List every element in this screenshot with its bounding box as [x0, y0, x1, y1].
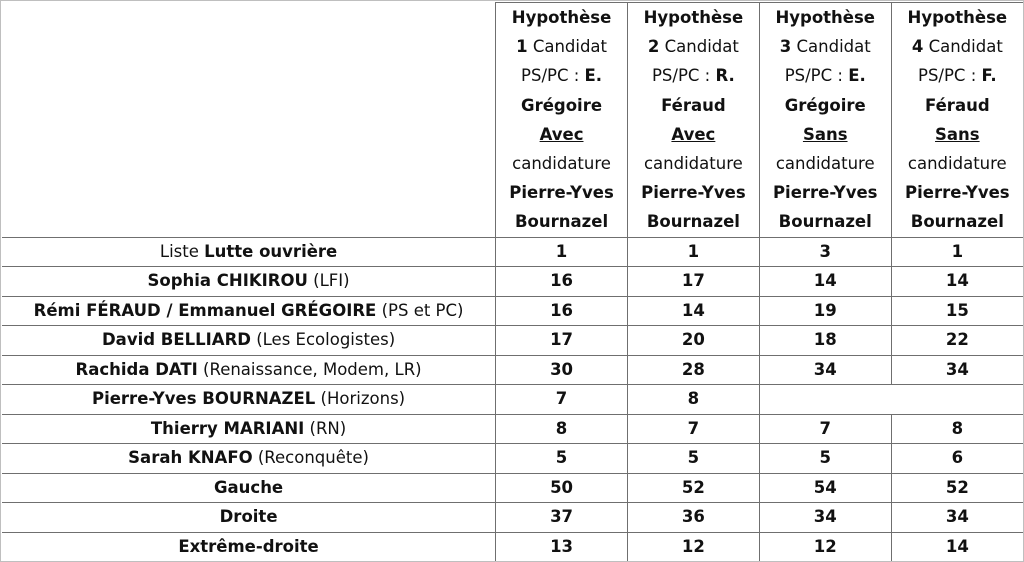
- table-row: [2, 503, 1023, 533]
- header-line: [892, 91, 1023, 120]
- row-label: [2, 444, 496, 474]
- hypothese-label: Hypothèse: [775, 8, 876, 27]
- row-label: [2, 385, 496, 415]
- header-line: [892, 32, 1023, 61]
- table-row: [2, 385, 1023, 415]
- header-line: [760, 3, 891, 32]
- row-label-name: Sarah KNAFO: [128, 448, 253, 468]
- candidate-surname: Grégoire: [521, 95, 603, 115]
- header-line: [496, 3, 627, 32]
- header-line: [628, 120, 759, 149]
- value-cell-hypothesis-1: 1: [496, 237, 628, 267]
- value-cell-hypothesis-2: 28: [627, 355, 759, 385]
- row-label-name: Sophia CHIKIROU: [147, 271, 308, 291]
- candidature-mode: Sans: [802, 124, 848, 144]
- header-line: [892, 178, 1023, 207]
- header-line: [628, 178, 759, 207]
- header-line: [892, 149, 1023, 178]
- header-line: [892, 207, 1023, 236]
- header-hypothesis-1: [496, 3, 628, 238]
- value-cell-hypothesis-3: 54: [759, 473, 891, 503]
- row-label: [2, 414, 496, 444]
- candidat-label: Candidat: [532, 37, 608, 57]
- value-cell-hypothesis-1: 8: [496, 414, 628, 444]
- candidate-initial: F.: [981, 66, 997, 86]
- candidate-surname: Féraud: [661, 95, 726, 115]
- candidate-initial: R.: [715, 66, 735, 86]
- party-label: PS/PC :: [784, 66, 843, 86]
- header-line: [760, 149, 891, 178]
- row-label-name: Lutte ouvrière: [204, 241, 338, 261]
- candidate-surname: Grégoire: [784, 95, 866, 115]
- hypothese-label: Hypothèse: [643, 8, 744, 27]
- table-row: [2, 444, 1023, 474]
- table-row: [2, 414, 1023, 444]
- row-label-party: (Renaissance, Modem, LR): [197, 359, 422, 379]
- row-label: [2, 296, 496, 326]
- header-line: [892, 120, 1023, 149]
- candidate-surname: Féraud: [925, 95, 990, 115]
- poll-table: [2, 2, 1023, 561]
- candidat-label: Candidat: [796, 37, 871, 57]
- bournazel-first-name: Pierre-Yves: [905, 183, 1010, 203]
- value-cell-hypothesis-4: 34: [891, 503, 1023, 533]
- header-line: [628, 32, 759, 61]
- value-cell-hypothesis-1: 30: [496, 355, 628, 385]
- row-label-name: David BELLIARD: [101, 330, 251, 350]
- row-label-name: Rachida DATI: [75, 359, 198, 379]
- row-label-party: (PS et PC): [376, 300, 464, 320]
- header-row: [2, 3, 1023, 238]
- value-cell-hypothesis-3: 18: [759, 326, 891, 356]
- bournazel-last-name: Bournazel: [778, 212, 872, 232]
- header-line: [496, 207, 627, 236]
- row-label: [2, 326, 496, 356]
- value-cell-hypothesis-4: 52: [891, 473, 1023, 503]
- candidat-label: Candidat: [664, 37, 739, 57]
- hypothesis-number: 3: [779, 37, 792, 57]
- value-cell-hypothesis-4: 14: [891, 532, 1023, 561]
- value-cell-hypothesis-3: 34: [759, 355, 891, 385]
- hypothesis-number: 2: [647, 37, 660, 57]
- value-cell-hypothesis-4: 8: [891, 414, 1023, 444]
- table-row: [2, 326, 1023, 356]
- header-line: [760, 207, 891, 236]
- header-hypothesis-2: [627, 3, 759, 238]
- row-label-name: Pierre-Yves BOURNAZEL: [91, 389, 316, 409]
- header-line: [628, 61, 759, 90]
- table-row: [2, 296, 1023, 326]
- row-label-name: Droite: [219, 507, 278, 527]
- candidature-label: candidature: [643, 153, 743, 173]
- candidate-initial: E.: [584, 66, 603, 86]
- value-cell-hypothesis-2: 12: [627, 532, 759, 561]
- value-cell-hypothesis-2: 7: [627, 414, 759, 444]
- table-row: [2, 355, 1023, 385]
- candidature-label: candidature: [512, 153, 611, 173]
- header-line: [628, 91, 759, 120]
- row-label: [2, 237, 496, 267]
- bournazel-last-name: Bournazel: [910, 212, 1004, 232]
- value-cell-hypothesis-3: 34: [759, 503, 891, 533]
- row-label-name: Gauche: [213, 477, 284, 497]
- header-line: [760, 120, 891, 149]
- value-cell-hypothesis-1: 5: [496, 444, 628, 474]
- value-cell-hypothesis-2: 1: [627, 237, 759, 267]
- header-line: [496, 91, 627, 120]
- value-cell-hypothesis-4: 22: [891, 326, 1023, 356]
- header-line: [760, 61, 891, 90]
- party-label: PS/PC :: [918, 66, 977, 86]
- value-cell-hypothesis-1: 13: [496, 532, 628, 561]
- header-line: [628, 3, 759, 32]
- empty-merged-cell: [759, 385, 1023, 415]
- header-line: [892, 3, 1023, 32]
- value-cell-hypothesis-2: 20: [627, 326, 759, 356]
- value-cell-hypothesis-1: 17: [496, 326, 628, 356]
- row-label-name: Rémi FÉRAUD / Emmanuel GRÉGOIRE: [33, 300, 377, 320]
- value-cell-hypothesis-4: 14: [891, 267, 1023, 297]
- row-label-party: (LFI): [307, 271, 350, 291]
- row-label: [2, 503, 496, 533]
- row-label-party: (RN): [304, 418, 347, 438]
- bournazel-first-name: Pierre-Yves: [641, 183, 746, 203]
- header-line: [760, 91, 891, 120]
- party-label: PS/PC :: [521, 66, 580, 86]
- value-cell-hypothesis-2: 52: [627, 473, 759, 503]
- header-line: [496, 61, 627, 90]
- bournazel-last-name: Bournazel: [646, 212, 740, 232]
- table-row: [2, 267, 1023, 297]
- row-label-party: (Reconquête): [252, 448, 369, 468]
- value-cell-hypothesis-2: 17: [627, 267, 759, 297]
- table-row: [2, 473, 1023, 503]
- header-line: [496, 32, 627, 61]
- candidature-label: candidature: [775, 153, 875, 173]
- table-row: [2, 237, 1023, 267]
- header-line: [496, 178, 627, 207]
- row-label-prefix: Liste: [159, 241, 205, 261]
- hypothesis-number: 1: [516, 37, 528, 57]
- value-cell-hypothesis-4: 1: [891, 237, 1023, 267]
- header-line: [628, 207, 759, 236]
- table-row: [2, 532, 1023, 561]
- row-label: [2, 355, 496, 385]
- candidature-mode: Avec: [539, 124, 584, 144]
- hypothese-label: Hypothèse: [907, 8, 1008, 27]
- value-cell-hypothesis-3: 7: [759, 414, 891, 444]
- party-label: PS/PC :: [651, 66, 711, 86]
- value-cell-hypothesis-4: 15: [891, 296, 1023, 326]
- row-label: [2, 532, 496, 561]
- header-line: [496, 120, 627, 149]
- row-label-party: (Les Ecologistes): [250, 330, 396, 350]
- value-cell-hypothesis-4: 34: [891, 355, 1023, 385]
- candidat-label: Candidat: [928, 37, 1003, 57]
- candidature-label: candidature: [907, 153, 1007, 173]
- candidature-mode: Avec: [671, 124, 716, 144]
- row-label: [2, 267, 496, 297]
- hypothesis-number: 4: [911, 37, 924, 57]
- header-line: [760, 178, 891, 207]
- header-line: [892, 61, 1023, 90]
- candidature-mode: Sans: [935, 124, 980, 144]
- value-cell-hypothesis-1: 50: [496, 473, 628, 503]
- header-line: [628, 149, 759, 178]
- row-label-party: (Horizons): [315, 389, 406, 409]
- value-cell-hypothesis-2: 14: [627, 296, 759, 326]
- value-cell-hypothesis-2: 8: [627, 385, 759, 415]
- bournazel-first-name: Pierre-Yves: [509, 183, 614, 203]
- value-cell-hypothesis-3: 5: [759, 444, 891, 474]
- row-label-name: Extrême-droite: [178, 536, 319, 556]
- header-hypothesis-4: [891, 3, 1023, 238]
- header-corner: [2, 3, 496, 238]
- row-label-name: Thierry MARIANI: [150, 418, 305, 438]
- value-cell-hypothesis-3: 3: [759, 237, 891, 267]
- value-cell-hypothesis-3: 12: [759, 532, 891, 561]
- bournazel-first-name: Pierre-Yves: [772, 183, 878, 203]
- row-label: [2, 473, 496, 503]
- value-cell-hypothesis-2: 36: [627, 503, 759, 533]
- hypothese-label: Hypothèse: [511, 8, 612, 27]
- value-cell-hypothesis-4: 6: [891, 444, 1023, 474]
- value-cell-hypothesis-1: 37: [496, 503, 628, 533]
- candidate-initial: E.: [848, 66, 866, 86]
- value-cell-hypothesis-3: 19: [759, 296, 891, 326]
- bournazel-last-name: Bournazel: [514, 212, 609, 232]
- value-cell-hypothesis-1: 16: [496, 267, 628, 297]
- header-hypothesis-3: [759, 3, 891, 238]
- header-line: [760, 32, 891, 61]
- value-cell-hypothesis-1: 16: [496, 296, 628, 326]
- header-line: [496, 149, 627, 178]
- value-cell-hypothesis-1: 7: [496, 385, 628, 415]
- value-cell-hypothesis-2: 5: [627, 444, 759, 474]
- value-cell-hypothesis-3: 14: [759, 267, 891, 297]
